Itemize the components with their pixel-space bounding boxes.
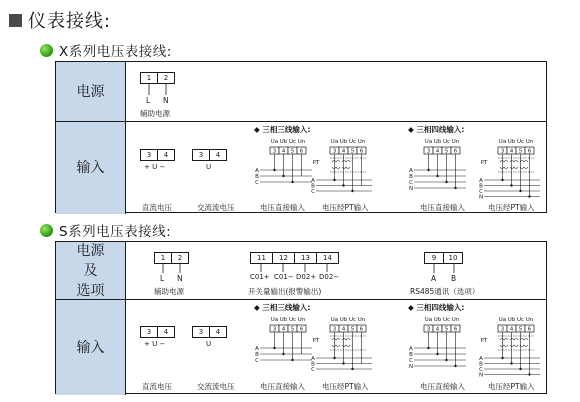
phase-label: A — [409, 168, 413, 174]
wiring-schematic — [408, 314, 478, 380]
page-title: 仪表接线: — [9, 9, 111, 31]
terminal-number: 6 — [527, 148, 532, 155]
terminal-number: 5 — [350, 326, 355, 333]
terminal-number: 3 — [272, 148, 277, 155]
terminal-number: 6 — [527, 326, 532, 333]
s-power-body: 1 2 L N 辅助电源 11 12 13 14 C01+ C01− D02+ D02− 开关量输出(报警输出) 9 10 A B RS485通讯（选项） — [126, 242, 546, 299]
x-power-row — [56, 62, 546, 122]
phase-label: B — [255, 352, 259, 358]
phase-label: A — [479, 178, 483, 184]
green-bullet-icon — [40, 44, 53, 57]
u-label: Uc — [442, 317, 451, 323]
s-input-header: 输入 — [56, 300, 126, 395]
terminal-number: 3 — [272, 326, 277, 333]
u-label: Ua — [424, 317, 433, 323]
u-label: Ua — [424, 139, 433, 145]
u-label: Uc — [288, 139, 297, 145]
x-power-header: 电源 — [56, 62, 126, 121]
phase-label: A — [479, 356, 483, 362]
x-input-row — [56, 122, 546, 214]
x-dc-terminal-block: 3 4 — [140, 149, 175, 161]
terminal-number: 6 — [359, 148, 364, 155]
terminal-number: 4 — [509, 148, 514, 155]
phase-label: C — [255, 358, 259, 364]
pt-label: PT — [480, 160, 488, 166]
terminal-number: 6 — [299, 148, 304, 155]
s-input-body: 3 4 + U − 直流电压 3 4 U 交流流电压 ◆ 三相三线输入: Ua Ub Uc Un 3 4 5 6 A B C Ua Ub Uc Un 3 4 5 6 A B C PT 电压直接输入 电压经PT输入 ◆ 三相四线输入: Ua Ub Uc Un 3 4 5 6 A B C N Ua Ub Uc Un 3 4 5 6 A B C N PT 电压直接输入 电压经PT输入 — [126, 300, 546, 395]
x-series-title: X系列电压表接线: — [40, 42, 172, 58]
terminal-number: 4 — [509, 326, 514, 333]
s-dc-terminal-block: 3 4 — [140, 326, 175, 338]
terminal-number: 4 — [341, 326, 346, 333]
phase-label: N — [478, 372, 484, 379]
u-label: Ub — [507, 139, 516, 145]
s-input-row — [56, 300, 546, 395]
phase-label: B — [311, 361, 315, 368]
wiring-schematic — [310, 314, 368, 380]
x-series-table — [55, 61, 547, 213]
pt-label: PT — [480, 338, 488, 344]
u-label: Uc — [288, 317, 297, 323]
u-label: Ub — [433, 139, 442, 145]
u-label: Uc — [516, 317, 525, 323]
phase-label: C — [409, 358, 413, 364]
u-label: Uc — [348, 139, 357, 145]
phase-label: C — [479, 189, 483, 195]
s-3p3w-title: ◆ 三相三线输入: — [254, 303, 311, 312]
s-series-table — [55, 241, 547, 394]
u-label: Ua — [330, 139, 339, 145]
terminal-number: 3 — [426, 148, 431, 155]
terminal-number: 5 — [290, 148, 295, 155]
terminal-number: 5 — [290, 326, 295, 333]
phase-label: C — [311, 189, 315, 195]
wiring-schematic — [254, 136, 312, 202]
s-power-terminal-block: 1 2 — [154, 252, 189, 264]
terminal-number: 3 — [426, 326, 431, 333]
u-label: Ua — [498, 139, 507, 145]
terminal-number: 3 — [500, 326, 505, 333]
terminal-number: 6 — [453, 326, 458, 333]
title-square-icon — [9, 14, 22, 27]
s-power-header: 电源 及 选项 — [56, 242, 126, 299]
u-label: Ub — [433, 317, 442, 323]
phase-label: A — [311, 356, 315, 362]
u-label: Ub — [339, 139, 348, 145]
terminal-number: 5 — [350, 148, 355, 155]
u-label: Un — [451, 139, 460, 145]
phase-label: A — [409, 346, 413, 352]
terminal-number: 4 — [281, 148, 286, 155]
phase-label: C — [311, 367, 315, 373]
terminal-number: 6 — [453, 148, 458, 155]
terminal-number: 5 — [518, 148, 523, 155]
terminal-number: 4 — [435, 326, 440, 333]
u-label: Ua — [270, 139, 279, 145]
u-label: Ub — [339, 317, 348, 323]
s-series-title: S系列电压表接线: — [40, 222, 171, 238]
phase-label: B — [409, 174, 413, 180]
terminal-number: 5 — [444, 326, 449, 333]
x-power-body: 1 2 L N 辅助电源 — [126, 62, 546, 121]
s-power-leads — [126, 242, 566, 300]
x-3p3w-title: ◆ 三相三线输入: — [254, 125, 311, 134]
s-switch-terminal-block: 11 12 13 14 — [250, 252, 339, 264]
u-label: Uc — [348, 317, 357, 323]
phase-label: A — [311, 178, 315, 184]
phase-label: C — [479, 367, 483, 373]
wiring-schematic — [310, 136, 368, 202]
terminal-number: 4 — [435, 148, 440, 155]
wiring-schematic — [254, 314, 312, 380]
terminal-number: 3 — [332, 326, 337, 333]
u-label: Ub — [279, 317, 288, 323]
phase-label: B — [255, 174, 259, 180]
s-ac-terminal-block: 3 4 — [192, 326, 227, 338]
s-3p4w-title: ◆ 三相四线输入: — [408, 303, 465, 312]
u-label: Uc — [516, 139, 525, 145]
x-power-terminal-block: 1 2 — [140, 72, 175, 84]
u-label: Un — [357, 317, 366, 323]
x-input-body: 3 4 + U − 直流电压 3 4 U 交流流电压 ◆ 三相三线输入: Ua Ub Uc Un 3 4 5 6 A B C Ua Ub Uc Un 3 4 5 6 A B C PT 电压直接输入 电压经PT输入 ◆ 三相四线输入: Ua Ub Uc Un 3 4 5 6 A B C N Ua Ub Uc Un 3 4 5 6 A B C N PT 电压直接输入 电压经PT输入 — [126, 122, 546, 214]
u-label: Un — [297, 139, 306, 145]
phase-label: B — [409, 352, 413, 358]
wiring-schematic — [478, 314, 548, 380]
u-label: Un — [525, 139, 534, 145]
terminal-number: 3 — [500, 148, 505, 155]
x-3p4w-title: ◆ 三相四线输入: — [408, 125, 465, 134]
u-label: Ua — [270, 317, 279, 323]
terminal-number: 5 — [444, 148, 449, 155]
u-label: Ua — [330, 317, 339, 323]
x-ac-terminal-block: 3 4 — [192, 149, 227, 161]
u-label: Ub — [507, 317, 516, 323]
u-label: Ua — [498, 317, 507, 323]
pt-label: PT — [312, 338, 320, 344]
u-label: Un — [451, 317, 460, 323]
terminal-number: 5 — [518, 326, 523, 333]
phase-label: N — [408, 186, 414, 192]
terminal-number: 3 — [332, 148, 337, 155]
u-label: Un — [297, 317, 306, 323]
wiring-schematic — [478, 136, 548, 202]
pt-label: PT — [312, 160, 320, 166]
x-input-header: 输入 — [56, 122, 126, 214]
phase-label: C — [409, 180, 413, 186]
phase-label: B — [479, 183, 483, 190]
wiring-schematic — [408, 136, 478, 202]
phase-label: A — [255, 346, 259, 352]
u-label: Ub — [279, 139, 288, 145]
u-label: Un — [357, 139, 366, 145]
phase-label: A — [255, 168, 259, 174]
terminal-number: 4 — [341, 148, 346, 155]
terminal-number: 6 — [299, 326, 304, 333]
terminal-number: 6 — [359, 326, 364, 333]
s-rs485-terminal-block: 9 10 — [424, 252, 463, 264]
phase-label: N — [478, 194, 484, 201]
phase-label: B — [311, 183, 315, 190]
u-label: Un — [525, 317, 534, 323]
green-bullet-icon — [40, 224, 53, 237]
s-power-row — [56, 242, 546, 300]
phase-label: B — [479, 361, 483, 368]
terminal-number: 4 — [281, 326, 286, 333]
phase-label: C — [255, 180, 259, 186]
u-label: Uc — [442, 139, 451, 145]
phase-label: N — [408, 364, 414, 370]
